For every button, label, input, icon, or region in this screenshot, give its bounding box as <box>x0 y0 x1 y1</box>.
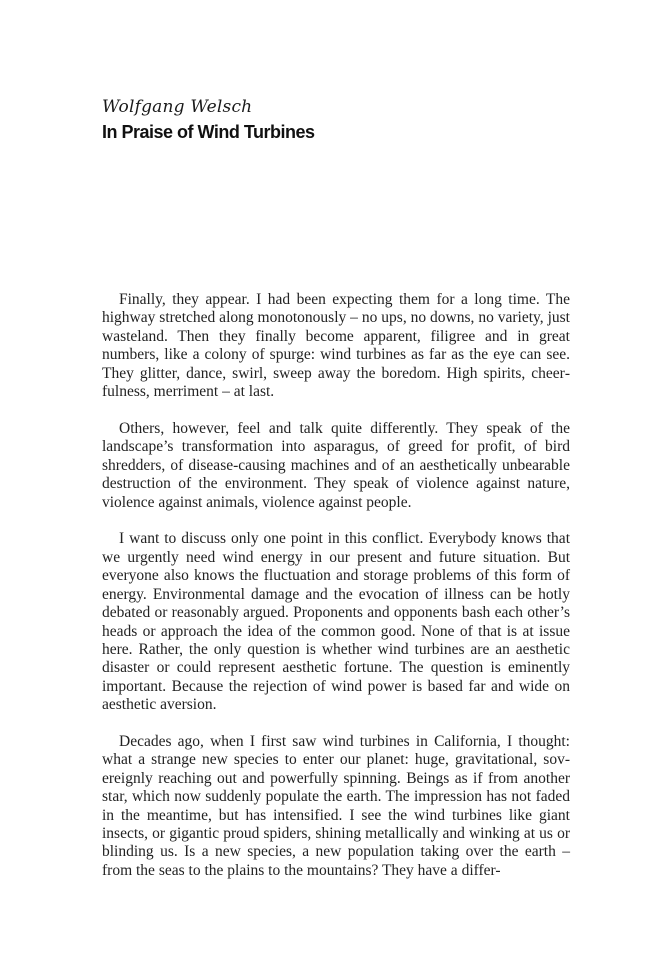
essay-title: In Praise of Wind Turbines <box>102 122 315 142</box>
paragraph: Decades ago, when I first saw wind turbines in California, I thought: what a strange new species to enter our planet: huge, gravitational, sovereignly reaching out and powerfully spinning. Beings as if from another star, which now suddenly populate the earth. The impression has not faded in the meantime, but has intensified. I see the wind turbines like giant insects, or gigantic proud spiders, shining metallically and winking at us or blinding us. Is a new species, a new population taking over the earth – from the seas to the plains to the mountains? They have a differ- <box>102 733 570 879</box>
paragraph: Others, however, feel and talk quite differently. They speak of the landscape’s transformation into asparagus, of greed for profit, of bird shredders, of disease-causing machines and of an aesthetically unbearable destruction of the environment. They speak of violence against nature, violence against animals, violence against people. <box>102 419 570 511</box>
paragraph: I want to discuss only one point in this conflict. Everybody knows that we urgently need wind energy in our present and future situation. But everyone also knows the fluctuation and storage problems of this form of energy. Environmental damage and the evocation of illness can be hotly debated or reasonably argued. Proponents and opponents bash each other’s heads or approach the idea of the common good. None of that is at issue here. Rather, the only question is whether wind turbines are an aesthetic disaster or could represent aesthetic fortune. The question is eminently important. Because the rejection of wind power is based far and wide on aesthetic aversion. <box>102 530 570 714</box>
author-name: Wolfgang Welsch <box>102 97 253 117</box>
paragraph: Finally, they appear. I had been expecting them for a long time. The highway stretched along monotonously – no ups, no downs, no variety, just wasteland. Then they finally become apparent, filigree and in great numbers, like a colony of spurge: wind turbines as far as the eye can see. They glitter, dance, swirl, sweep away the boredom. High spirits, cheerfulness, merriment – at last. <box>102 291 570 401</box>
essay-body <box>102 291 570 880</box>
